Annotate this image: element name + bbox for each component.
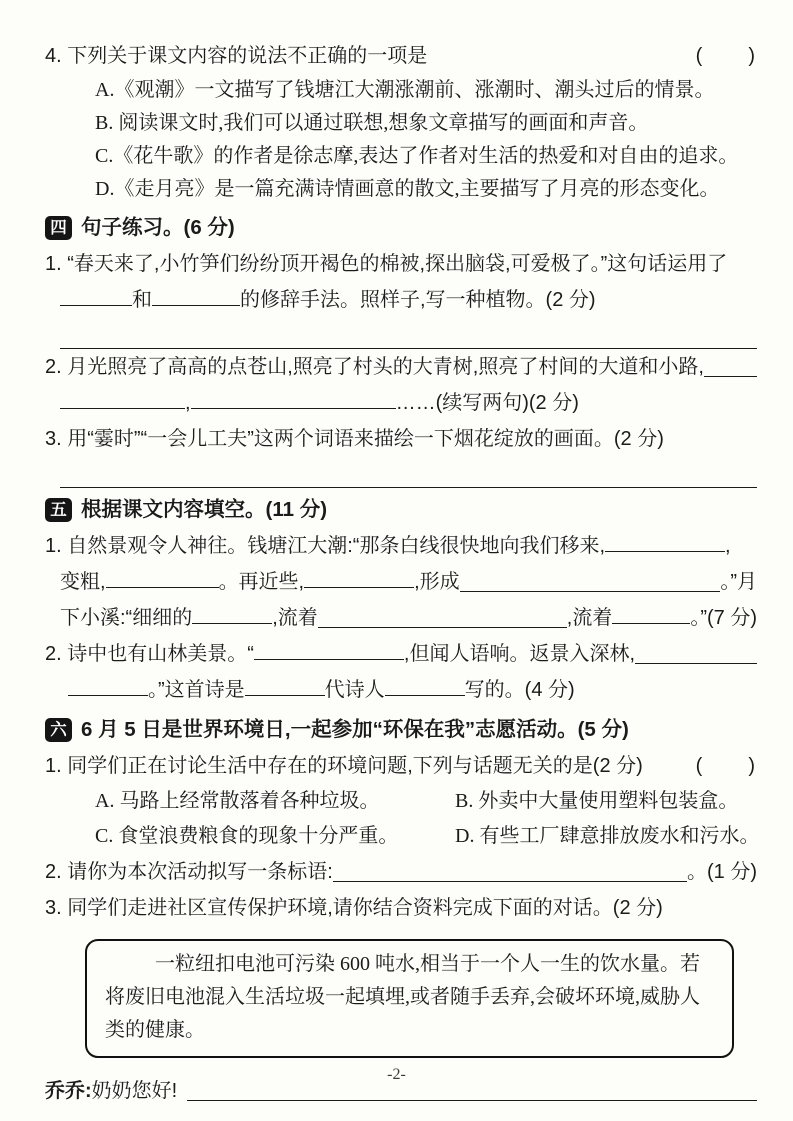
section4-q1-line1: 1. “春天来了,小竹笋们纷纷顶开褐色的棉被,探出脑袋,可爱极了。”这句话运用了: [45, 253, 728, 275]
section5-q1-line1: 1. 自然景观令人神往。钱塘江大潮:“那条白线很快地向我们移来, ,: [45, 528, 757, 564]
section-4-badge: 四: [45, 216, 72, 240]
answer-line: [60, 457, 757, 488]
answer-line: [60, 318, 757, 349]
answer-blank: [192, 601, 272, 624]
answer-blank: [68, 673, 148, 696]
answer-bracket: ( ): [695, 755, 757, 777]
section-4-title: 句子练习。(6 分): [81, 216, 235, 239]
option-d: D.《走月亮》是一篇充满诗情画意的散文,主要描写了月亮的形态变化。: [95, 178, 720, 200]
section-5-badge: 五: [45, 498, 72, 522]
answer-blank: [333, 881, 687, 882]
option-b: B. 外卖中大量使用塑料包装盒。: [455, 790, 739, 812]
question-4-options: [45, 74, 757, 206]
option-c: C.《花牛歌》的作者是徐志摩,表达了作者对生活的热爱和对自由的追求。: [95, 145, 739, 167]
dialog-speaker: 乔乔:: [45, 1080, 92, 1102]
page-number: -2-: [387, 1066, 406, 1083]
question-4-stem-row: [45, 38, 757, 74]
answer-blank: [385, 673, 465, 696]
answer-blank: [318, 627, 567, 628]
section5-q2-line2: 。”这首诗是 代诗人 写的。(4 分): [45, 672, 757, 708]
answer-blank: [612, 601, 690, 624]
section6-q3: 3. 同学们走进社区宣传保护环境,请你结合资料完成下面的对话。(2 分): [45, 897, 663, 919]
answer-blank: [152, 283, 240, 306]
section4-q2-line1: 2. 月光照亮了高高的点苍山,照亮了村头的大青树,照亮了村间的大道和小路,: [45, 349, 757, 385]
answer-bracket: ( ): [695, 45, 757, 67]
option-b: B. 阅读课文时,我们可以通过联想,想象文章描写的画面和声音。: [95, 112, 649, 134]
dialog-greeting: 奶奶您好!: [91, 1080, 178, 1102]
section5-q1-line3: 下小溪:“细细的 ,流着 ,流着 。”(7 分): [45, 600, 757, 636]
answer-blank: [304, 565, 414, 588]
answer-blank: [245, 673, 325, 696]
info-box-text: 一粒纽扣电池可污染 600 吨水,相当于一个人一生的饮水量。若将废旧电池混入生活垃圾一起填埋,或者随手丢弃,会破坏环境,威胁人类的健康。: [105, 953, 700, 1041]
answer-blank: [704, 376, 757, 377]
answer-blank: [60, 283, 132, 306]
section-6-heading: [45, 712, 757, 748]
option-d: D. 有些工厂肆意排放废水和污水。: [455, 825, 760, 847]
section4-q1-line2: 和 的修辞手法。照样子,写一种植物。(2 分): [45, 282, 757, 318]
answer-blank: [187, 1100, 757, 1101]
answer-blank: [60, 386, 185, 409]
option-a: A. 马路上经常散落着各种垃圾。: [95, 790, 380, 812]
answer-blank: [605, 529, 725, 552]
section6-q1-stem: 1. 同学们正在讨论生活中存在的环境问题,下列与话题无关的是(2 分): [45, 755, 643, 777]
answer-blank: [460, 591, 721, 592]
answer-blank: [635, 663, 757, 664]
section4-q2-line2: , ……(续写两句)(2 分): [45, 385, 757, 421]
section-6-title: 6 月 5 日是世界环境日,一起参加“环保在我”志愿活动。(5 分): [81, 718, 629, 741]
answer-blank: [106, 565, 219, 588]
section4-q3: 3. 用“霎时”“一会儿工夫”这两个词语来描绘一下烟花绽放的画面。(2 分): [45, 428, 664, 450]
section6-q2: 2. 请你为本次活动拟写一条标语: 。(1 分): [45, 861, 757, 883]
section5-q1-line2: 变粗, 。再近些, ,形成 。”月: [45, 564, 757, 600]
option-a: A.《观潮》一文描写了钱塘江大潮涨潮前、涨潮时、潮头过后的情景。: [95, 79, 715, 101]
answer-blank: [254, 637, 404, 660]
section-4-heading: [45, 210, 757, 246]
answer-blank: [191, 386, 396, 409]
section6-q1-stem-row: [45, 748, 757, 784]
section-6-badge: 六: [45, 718, 72, 742]
info-box: [85, 939, 734, 1058]
section-5-title: 根据课文内容填空。(11 分): [81, 498, 328, 521]
section5-q2-line1: 2. 诗中也有山林美景。“ ,但闻人语响。返景入深林,: [45, 636, 757, 672]
option-c: C. 食堂浪费粮食的现象十分严重。: [95, 825, 399, 847]
section6-q1-options: [45, 784, 760, 854]
section-5-heading: [45, 492, 757, 528]
question-4-stem: 4. 下列关于课文内容的说法不正确的一项是: [45, 45, 428, 67]
